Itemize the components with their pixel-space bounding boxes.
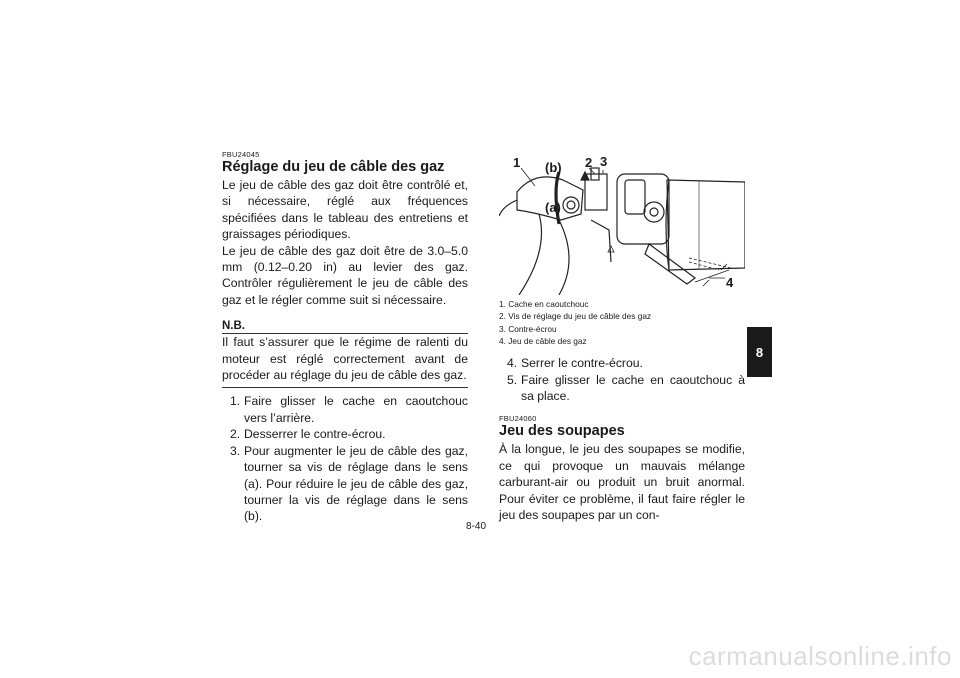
- figure-label-3: 3: [600, 154, 608, 169]
- caption-item: 4. Jeu de câble des gaz: [499, 335, 587, 346]
- figure-captions: [499, 298, 745, 347]
- page-number: 8-40: [466, 521, 487, 532]
- figure-label-4: 4: [726, 275, 734, 290]
- figure-label-a: (a): [545, 200, 561, 215]
- left-column: [222, 150, 468, 525]
- paragraph: À la longue, le jeu des soupapes se modifie, ce qui provoque un mauvais mélange carburant-air ou produit un bruit anormal. Pour éviter ce problème, il faut faire régler le jeu des soupapes par un con-: [499, 442, 745, 523]
- right-column: [499, 150, 745, 523]
- chapter-tab: 8: [747, 327, 772, 377]
- note-label: N.B.: [222, 319, 468, 334]
- section-title: Jeu des soupapes: [499, 423, 625, 440]
- section-code: FBU24045: [222, 150, 260, 159]
- list-item: 4. Serrer le contre-écrou.: [507, 356, 643, 371]
- caption-item: 1. Cache en caoutchouc: [499, 299, 589, 309]
- section-code: FBU24060: [499, 414, 537, 424]
- figure-label-1: 1: [513, 155, 521, 170]
- section-title: Réglage du jeu de câble des gaz: [222, 159, 445, 175]
- caption-item: 3. Contre-écrou: [499, 323, 557, 334]
- caption-item: 2. Vis de réglage du jeu de câble des gaz: [499, 311, 652, 322]
- list-item: 5. Faire glisser le cache en caoutchouc à sa place.: [507, 372, 745, 403]
- watermark: carmanualsonline.info: [688, 641, 952, 671]
- list-item: 2. Desserrer le contre-écrou.: [230, 427, 386, 442]
- list-item: 3. Pour augmenter le jeu de câble des gaz, tourner sa vis de réglage dans le sens (a). Pour réduire le jeu de câble des gaz, tourner la vis de réglage dans le sens (b).: [230, 443, 468, 524]
- paragraph: Le jeu de câble des gaz doit être de 3.0–5.0 mm (0.12–0.20 in) au levier des gaz. Contrôler régulièrement le jeu de câble des gaz et le régler comme suit si nécessaire.: [222, 243, 468, 307]
- figure-label-2: 2: [585, 155, 593, 170]
- paragraph: Le jeu de câble des gaz doit être contrôlé et, si nécessaire, réglé aux fréquences spécifiées dans le tableau des entretiens et graissages périodiques.: [222, 178, 468, 242]
- list-item: 1. Faire glisser le cache en caoutchouc vers l’arrière.: [230, 394, 468, 425]
- figure-label-b: (b): [545, 160, 562, 175]
- note-text: Il faut s’assurer que le régime de ralenti du moteur est réglé correctement avant de procéder au réglage du jeu de câble des gaz.: [222, 334, 468, 388]
